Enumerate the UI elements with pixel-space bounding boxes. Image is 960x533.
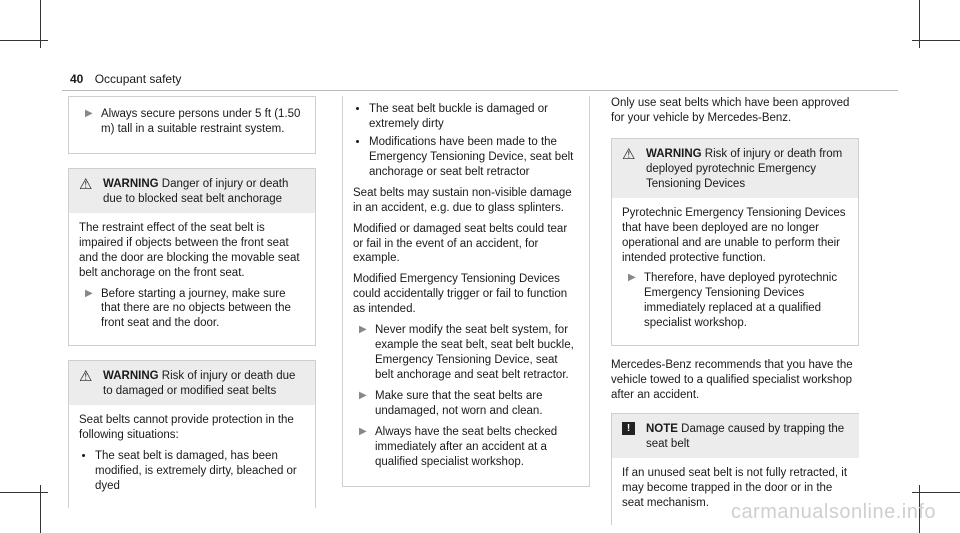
warning-box <box>611 138 859 346</box>
instruction-step: ▶ Make sure that the seat belts are undamaged, not worn and clean. <box>359 389 543 417</box>
watermark: carmanualsonline.info <box>730 501 936 523</box>
warning-text: Seat belts cannot provide protection in the following situations: <box>79 414 294 442</box>
warning-header: ⚠ WARNING Risk of injury or death from deployed pyrotechnic Emergency Tensioning Devices <box>612 139 858 198</box>
exclamation-icon: ! <box>622 422 635 435</box>
arrow-icon: ▶ <box>359 389 367 401</box>
page-number: 40 <box>70 72 84 86</box>
arrow-icon: ▶ <box>359 324 367 336</box>
column-2 <box>342 96 590 487</box>
instruction-box <box>68 96 316 154</box>
section-title: Occupant safety <box>94 72 182 86</box>
arrow-icon: ▶ <box>628 272 636 284</box>
warning-header: ⚠ WARNING Danger of injury or death due to blocked seat belt anchorage <box>69 169 315 213</box>
arrow-icon: ▶ <box>85 287 93 299</box>
warning-text: The restraint effect of the seat belt is impaired if objects between the front seat and the door are blocking the movable seat belt anchorage on the front seat. <box>79 221 300 279</box>
paragraph: Modified Emergency Tensioning Devices could accidentally trigger or fail to function as intended. <box>353 273 568 316</box>
header-rule <box>62 90 898 91</box>
crop-mark <box>912 492 960 493</box>
warning-text: Pyrotechnic Emergency Tensioning Devices that have been deployed are no longer operational and are unable to perform their intended protective function. <box>622 206 846 264</box>
page-header <box>70 72 181 88</box>
paragraph: Only use seat belts which have been approved for your vehicle by Mercedes-Benz. <box>611 97 850 124</box>
list-item: • The seat belt is damaged, has been modified, is extremely dirty, bleached or dyed <box>95 449 305 494</box>
list-item: • Modifications have been made to the Emergency Tensioning Device, seat belt anchorage or seat belt retractor <box>369 135 579 180</box>
warning-continuation <box>342 96 590 487</box>
column-1 <box>68 96 316 508</box>
note-header: ! NOTE Damage caused by trapping the seat belt <box>612 414 859 458</box>
paragraph: Mercedes-Benz recommends that you have the vehicle towed to a qualified specialist workshop after an accident. <box>611 359 853 402</box>
instruction-step: ▶ Never modify the seat belt system, for example the seat belt, seat belt buckle, Emergency Tensioning Device, seat belt anchorage and seat belt retractor. <box>359 324 574 381</box>
note-text: If an unused seat belt is not fully retracted, it may become trapped in the door or in the seat mechanism. <box>622 466 848 509</box>
column-3 <box>611 96 859 525</box>
instruction-step: ▶ Before starting a journey, make sure that there are no objects between the front seat and the door. <box>85 287 291 330</box>
warning-box <box>68 168 316 346</box>
arrow-icon: ▶ <box>359 425 367 437</box>
warning-box <box>68 360 316 508</box>
paragraph: Modified or damaged seat belts could tear or fail in the event of an accident, for example. <box>353 222 568 265</box>
warning-triangle-icon: ⚠ <box>79 175 93 193</box>
crop-mark <box>912 40 960 41</box>
warning-triangle-icon: ⚠ <box>79 368 93 386</box>
warning-triangle-icon: ⚠ <box>622 145 636 163</box>
paragraph: Seat belts may sustain non-visible damage in an accident, e.g. due to glass splinters. <box>353 186 572 214</box>
warning-header: ⚠ WARNING Risk of injury or death due to damaged or modified seat belts <box>69 361 315 405</box>
instruction-step: ▶ Always have the seat belts checked immediately after an accident at a qualified specialist workshop. <box>359 425 558 468</box>
crop-mark <box>0 40 48 41</box>
instruction-step: ▶ Therefore, have deployed pyrotechnic Emergency Tensioning Devices immediately replaced at a qualified specialist workshop. <box>628 272 838 330</box>
instruction-step: ▶ Always secure persons under 5 ft (1.50 m) tall in a suitable restraint system. <box>85 108 301 135</box>
list-item: • The seat belt buckle is damaged or extremely dirty <box>369 102 579 132</box>
crop-mark <box>0 492 48 493</box>
arrow-icon: ▶ <box>85 108 93 119</box>
